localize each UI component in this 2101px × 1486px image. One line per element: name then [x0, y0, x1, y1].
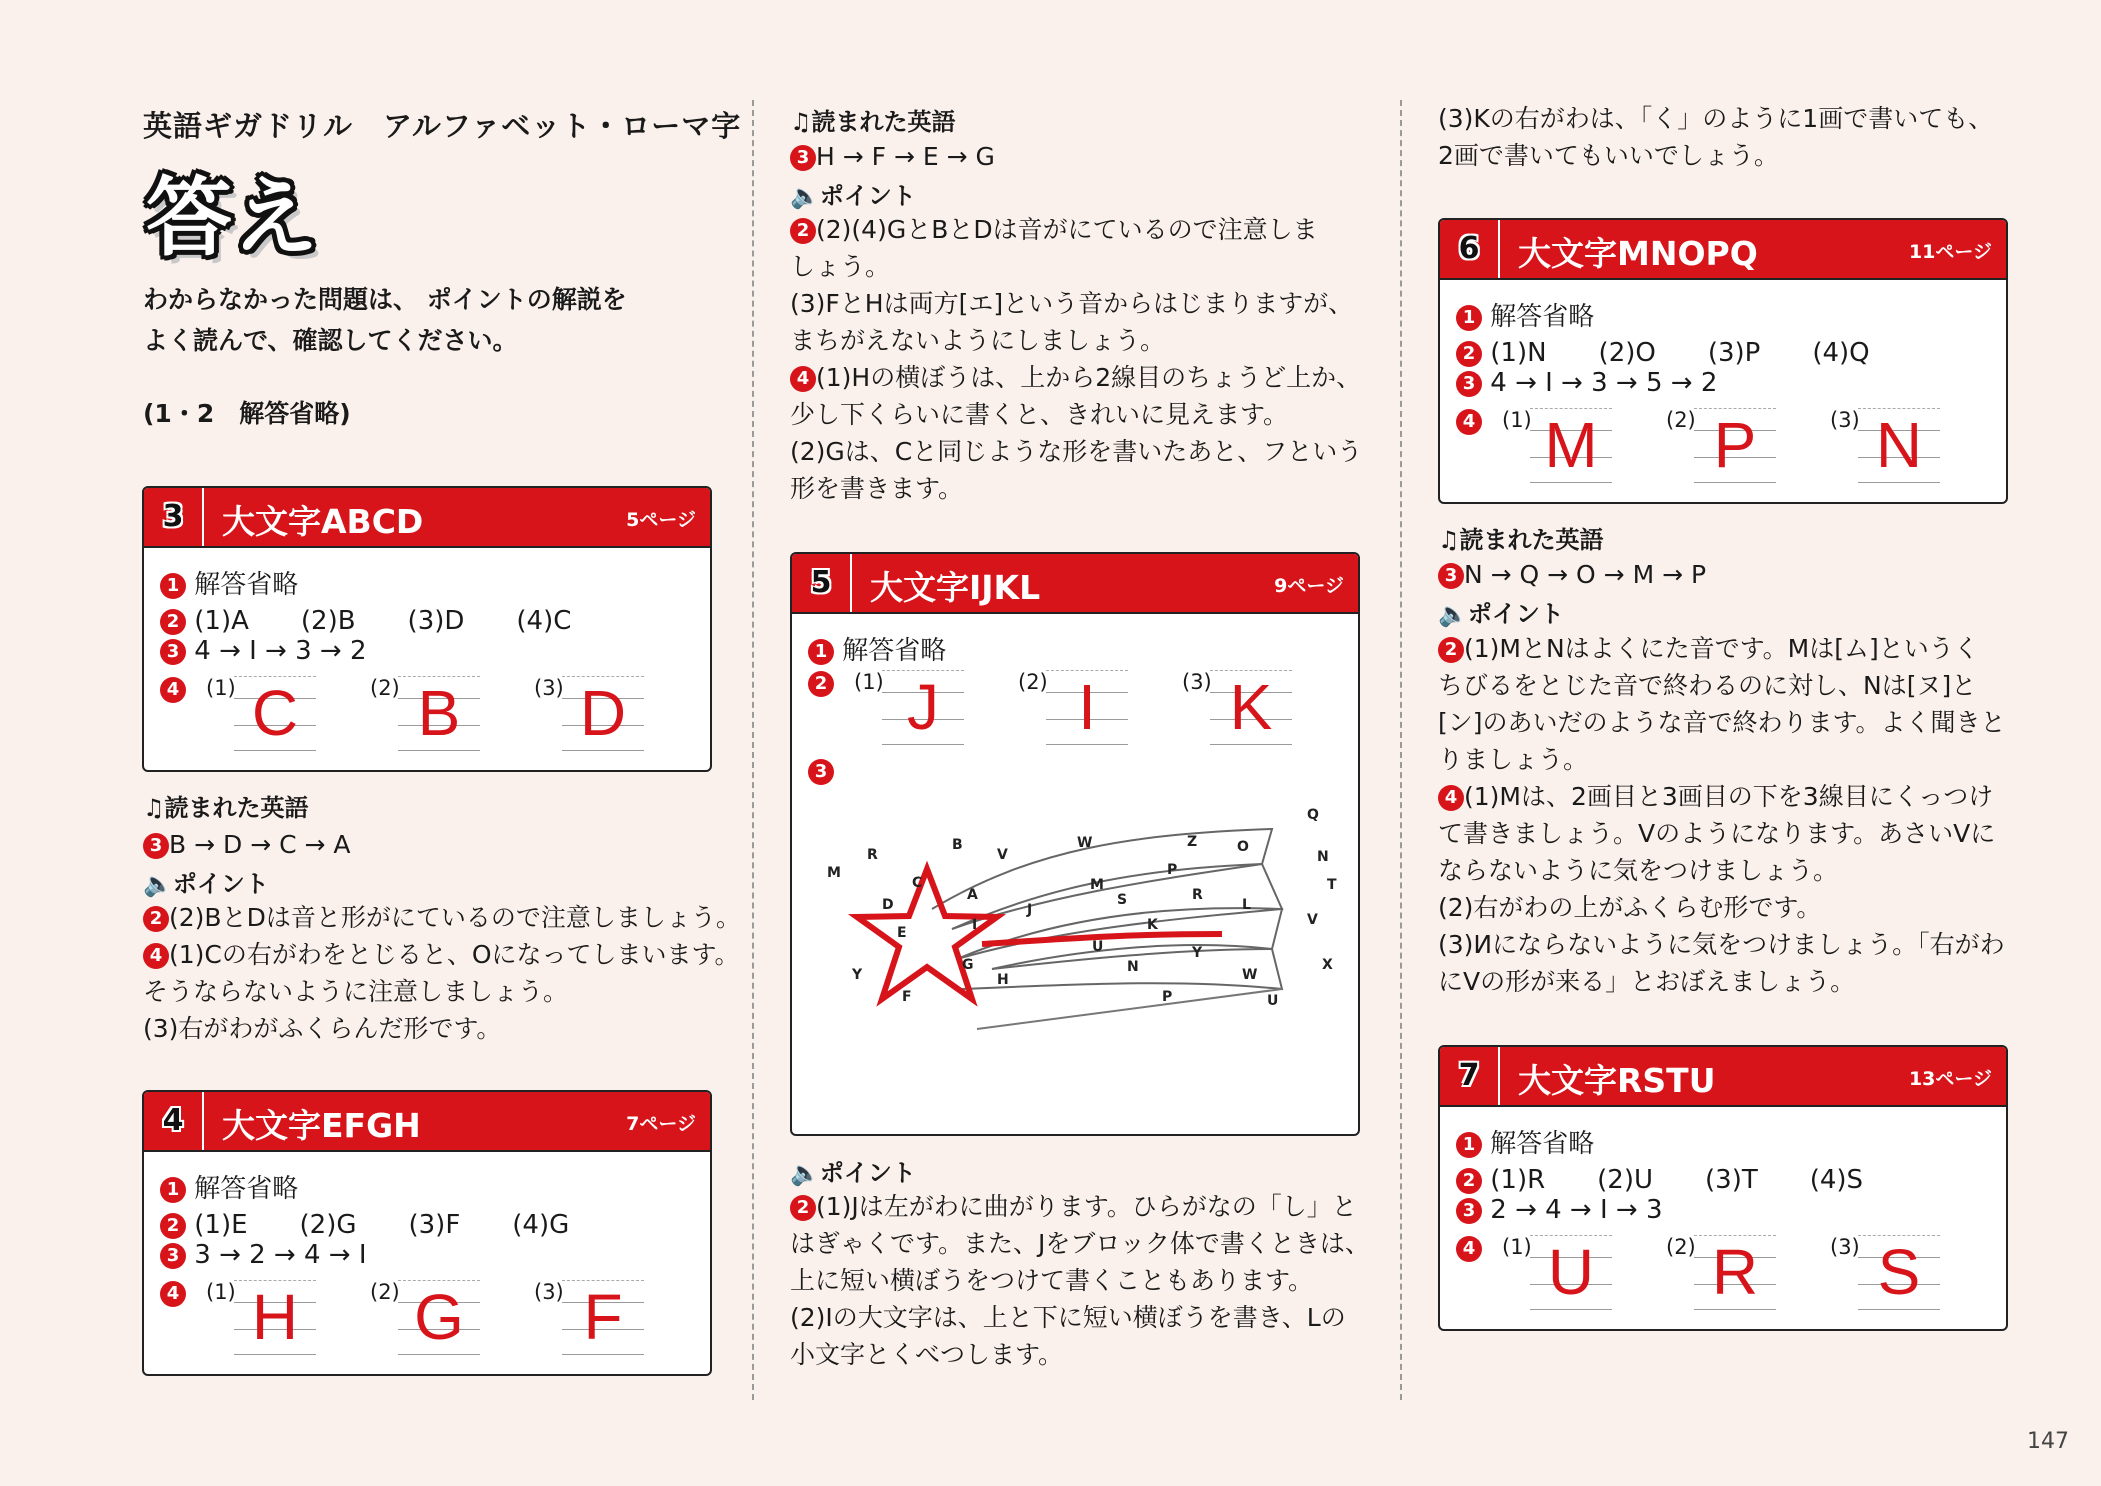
- star-letter: U: [1267, 993, 1279, 1009]
- page-title: 答え: [146, 168, 318, 268]
- music-icon: ♫: [1438, 526, 1460, 554]
- star-letter: N: [1127, 959, 1139, 975]
- star-letter: K: [1147, 917, 1158, 933]
- card-page: 13ページ: [1908, 1068, 1992, 1090]
- star-letter: Q: [1307, 807, 1319, 823]
- card-number: 7: [1440, 1047, 1500, 1105]
- star-letter: O: [1237, 839, 1249, 855]
- q2-answers: (1)R (2)U (3)T (4)S: [1490, 1165, 1864, 1195]
- answer-skip: 解答省略: [194, 1174, 299, 1204]
- answer-card-5: 5 大文字IJKL 9ページ 1 解答省略 2 (1) J (2) I (3) K 3 Q B V W Z O N R M P T C A M S R L D J K V I E U Y X G N Y H W F P U: [790, 552, 1360, 1136]
- letter-guide: I: [1046, 670, 1128, 744]
- point-text: 2 (2)BとDは音と形がにているので注意しましょう。 4 (1)Cの右がわをとじると、Oになってしまいます。 そうならないように注意しましょう。 (3)右がわがふくらんだ形です。: [143, 903, 741, 1043]
- card-number: 4: [144, 1092, 204, 1150]
- intro-line-2: よく読んで、確認してください。: [143, 326, 518, 355]
- letter-guide: N: [1858, 408, 1940, 482]
- read-english-answer: 3 N → Q → O → M → P: [1438, 556, 1706, 593]
- card-title: 大文字EFGH: [222, 1106, 421, 1145]
- q3-answers: 4 → I → 3 → 2: [194, 636, 367, 666]
- letter-guide: S: [1858, 1235, 1940, 1309]
- read-english-answer: 3 B → D → C → A: [143, 826, 350, 863]
- q3-answers: 3 → 2 → 4 → I: [194, 1240, 367, 1270]
- letter-guide: H: [234, 1280, 316, 1354]
- star-letter: C: [912, 875, 923, 891]
- star-letter: Y: [1192, 945, 1203, 961]
- q3-answers: 4 → I → 3 → 5 → 2: [1490, 368, 1718, 398]
- star-letter: U: [1092, 939, 1104, 955]
- intro-line-1: わからなかった問題は、 ポイントの解説を: [143, 285, 627, 314]
- letter-guide: M: [1530, 408, 1612, 482]
- speaker-icon: 🔈: [1438, 600, 1468, 628]
- letter-guide: U: [1530, 1235, 1612, 1309]
- star-letter: L: [1242, 897, 1251, 913]
- answer-card-4: 4 大文字EFGH 7ページ 1 解答省略 2 (1)E (2)G (3)F (4)G 3 3 → 2 → 4 → I 4 (1) H (2) G (3) F: [142, 1090, 712, 1376]
- letter-guide: K: [1210, 670, 1292, 744]
- star-letter: G: [962, 957, 974, 973]
- speaker-icon: 🔈: [790, 1159, 820, 1187]
- card-title: 大文字RSTU: [1518, 1061, 1716, 1100]
- q3-answers: 2 → 4 → I → 3: [1490, 1195, 1663, 1225]
- letter-guide: R: [1694, 1235, 1776, 1309]
- answer-card-7: 7 大文字RSTU 13ページ 1 解答省略 2 (1)R (2)U (3)T (4)S 3 2 → 4 → I → 3 4 (1) U (2) R (3) S: [1438, 1045, 2008, 1331]
- answer-skip: 解答省略: [842, 636, 947, 666]
- point-heading: 🔈ポイント: [143, 870, 269, 898]
- star-letter: A: [967, 887, 978, 903]
- read-english-answer: 3 H → F → E → G: [790, 138, 995, 175]
- star-letter: V: [1307, 912, 1318, 928]
- star-letter: W: [1077, 835, 1093, 851]
- letter-guide: G: [398, 1280, 480, 1354]
- q2-answers: (1)N (2)O (3)P (4)Q: [1490, 338, 1870, 368]
- card-number: 6: [1440, 220, 1500, 278]
- star-letter: M: [827, 865, 841, 881]
- q2-answers: (1)A (2)B (3)D (4)C: [194, 606, 572, 636]
- card-number: 5: [792, 554, 852, 612]
- star-letter: E: [897, 925, 907, 941]
- star-letter: M: [1090, 877, 1104, 893]
- card-number: 3: [144, 488, 204, 546]
- page-number: 147: [2027, 1429, 2069, 1454]
- card-page: 11ページ: [1908, 241, 1992, 263]
- star-letter: S: [1117, 892, 1128, 908]
- point-text: 2 (2)(4)GとBとDは音がにているので注意しま しょう。 (3)FとHは両方[エ]という音からはじまりますが、 まちがえないようにしましょう。 4 (1)Hの横ぼうは、上から2線目のちょうど上か、 少し下くらいに書くと、きれいに見えます。 (2)Gは、Cと同じような形を書いたあと、フという 形を書きます。: [790, 215, 1363, 503]
- star-letter: D: [882, 897, 894, 913]
- star-letter: I: [972, 917, 978, 933]
- star-letter: P: [1162, 989, 1173, 1005]
- star-letter: V: [997, 847, 1008, 863]
- answer-skip: 解答省略: [194, 570, 299, 600]
- letter-guide: D: [562, 676, 644, 750]
- card-title: 大文字MNOPQ: [1518, 234, 1758, 273]
- star-letter: F: [902, 989, 912, 1005]
- star-letter: Y: [852, 967, 863, 983]
- skip-note: (1・2 解答省略): [143, 399, 351, 428]
- star-letter: B: [952, 837, 963, 853]
- letter-guide: J: [882, 670, 964, 744]
- star-letter: R: [1192, 887, 1203, 903]
- answer-card-6: 6 大文字MNOPQ 11ページ 1 解答省略 2 (1)N (2)O (3)P (4)Q 3 4 → I → 3 → 5 → 2 4 (1) M (2) P (3) N: [1438, 218, 2008, 504]
- shooting-star-puzzle: [802, 789, 1342, 1089]
- point-heading: 🔈ポイント: [790, 182, 916, 210]
- star-letter: N: [1317, 849, 1329, 865]
- letter-guide: F: [562, 1280, 644, 1354]
- card-title: 大文字IJKL: [870, 568, 1041, 607]
- answer-skip: 解答省略: [1490, 1129, 1595, 1159]
- card-page: 9ページ: [1274, 575, 1344, 597]
- music-icon: ♫: [143, 794, 165, 822]
- star-letter: T: [1327, 877, 1337, 893]
- music-icon: ♫: [790, 108, 812, 136]
- read-english-heading: ♫読まれた英語: [790, 108, 956, 136]
- read-english-heading: ♫読まれた英語: [143, 794, 309, 822]
- answer-skip: 解答省略: [1490, 302, 1595, 332]
- point-text: 2 (1)MとNはよくにた音です。Mは[ム]というく ちびるをとじた音で終わるのに対し、Nは[ヌ]と [ン]のあいだのような音で終わります。よく聞きと りましょう。 4 (1)Mは、2画目と3画目の下を3線目にくっつけ て書きましょう。Vのようになります。あさいVに ならないように気をつけましょう。 (2)右がわの上がふくらむ形です。 (3)Иにならないように気をつけましょう。「右がわ にVの形が来る」とおぼえましょう。: [1438, 634, 2006, 996]
- card-title: 大文字ABCD: [222, 502, 424, 541]
- star-letter: Z: [1187, 834, 1198, 850]
- q2-answers: (1)E (2)G (3)F (4)G: [194, 1210, 570, 1240]
- point-text: 2 (1)Jは左がわに曲がります。ひらがなの「し」と はぎゃくです。また、Jをブロック体で書くときは、 上に短い横ぼうをつけて書くこともあります。 (2)Iの大文字は、上と下に短い横ぼうを書き、Lの 小文字とくべつします。: [790, 1192, 1370, 1369]
- star-letter: P: [1167, 862, 1178, 878]
- star-letter: W: [1242, 967, 1258, 983]
- card-page: 5ページ: [626, 509, 696, 531]
- star-letter: J: [1027, 902, 1033, 918]
- speaker-icon: 🔈: [143, 870, 173, 898]
- star-letter: R: [867, 847, 878, 863]
- point-heading: 🔈ポイント: [790, 1159, 916, 1187]
- star-letter: X: [1322, 957, 1333, 973]
- point-heading: 🔈ポイント: [1438, 600, 1564, 628]
- letter-guide: C: [234, 676, 316, 750]
- book-subtitle: 英語ギガドリル アルファベット・ローマ字: [143, 109, 742, 143]
- card-page: 7ページ: [626, 1113, 696, 1135]
- speaker-icon: 🔈: [790, 182, 820, 210]
- read-english-heading: ♫読まれた英語: [1438, 526, 1604, 554]
- answer-card-3: 3 大文字ABCD 5ページ 1 解答省略 2 (1)A (2)B (3)D (4)C 3 4 → I → 3 → 2 4 (1) C (2) B (3) D: [142, 486, 712, 772]
- k-note: (3)Kの右がわは、「く」のように1画で書いても、 2画で書いてもいいでしょう。: [1438, 104, 1994, 170]
- letter-guide: P: [1694, 408, 1776, 482]
- letter-guide: B: [398, 676, 480, 750]
- star-letter: H: [997, 972, 1009, 988]
